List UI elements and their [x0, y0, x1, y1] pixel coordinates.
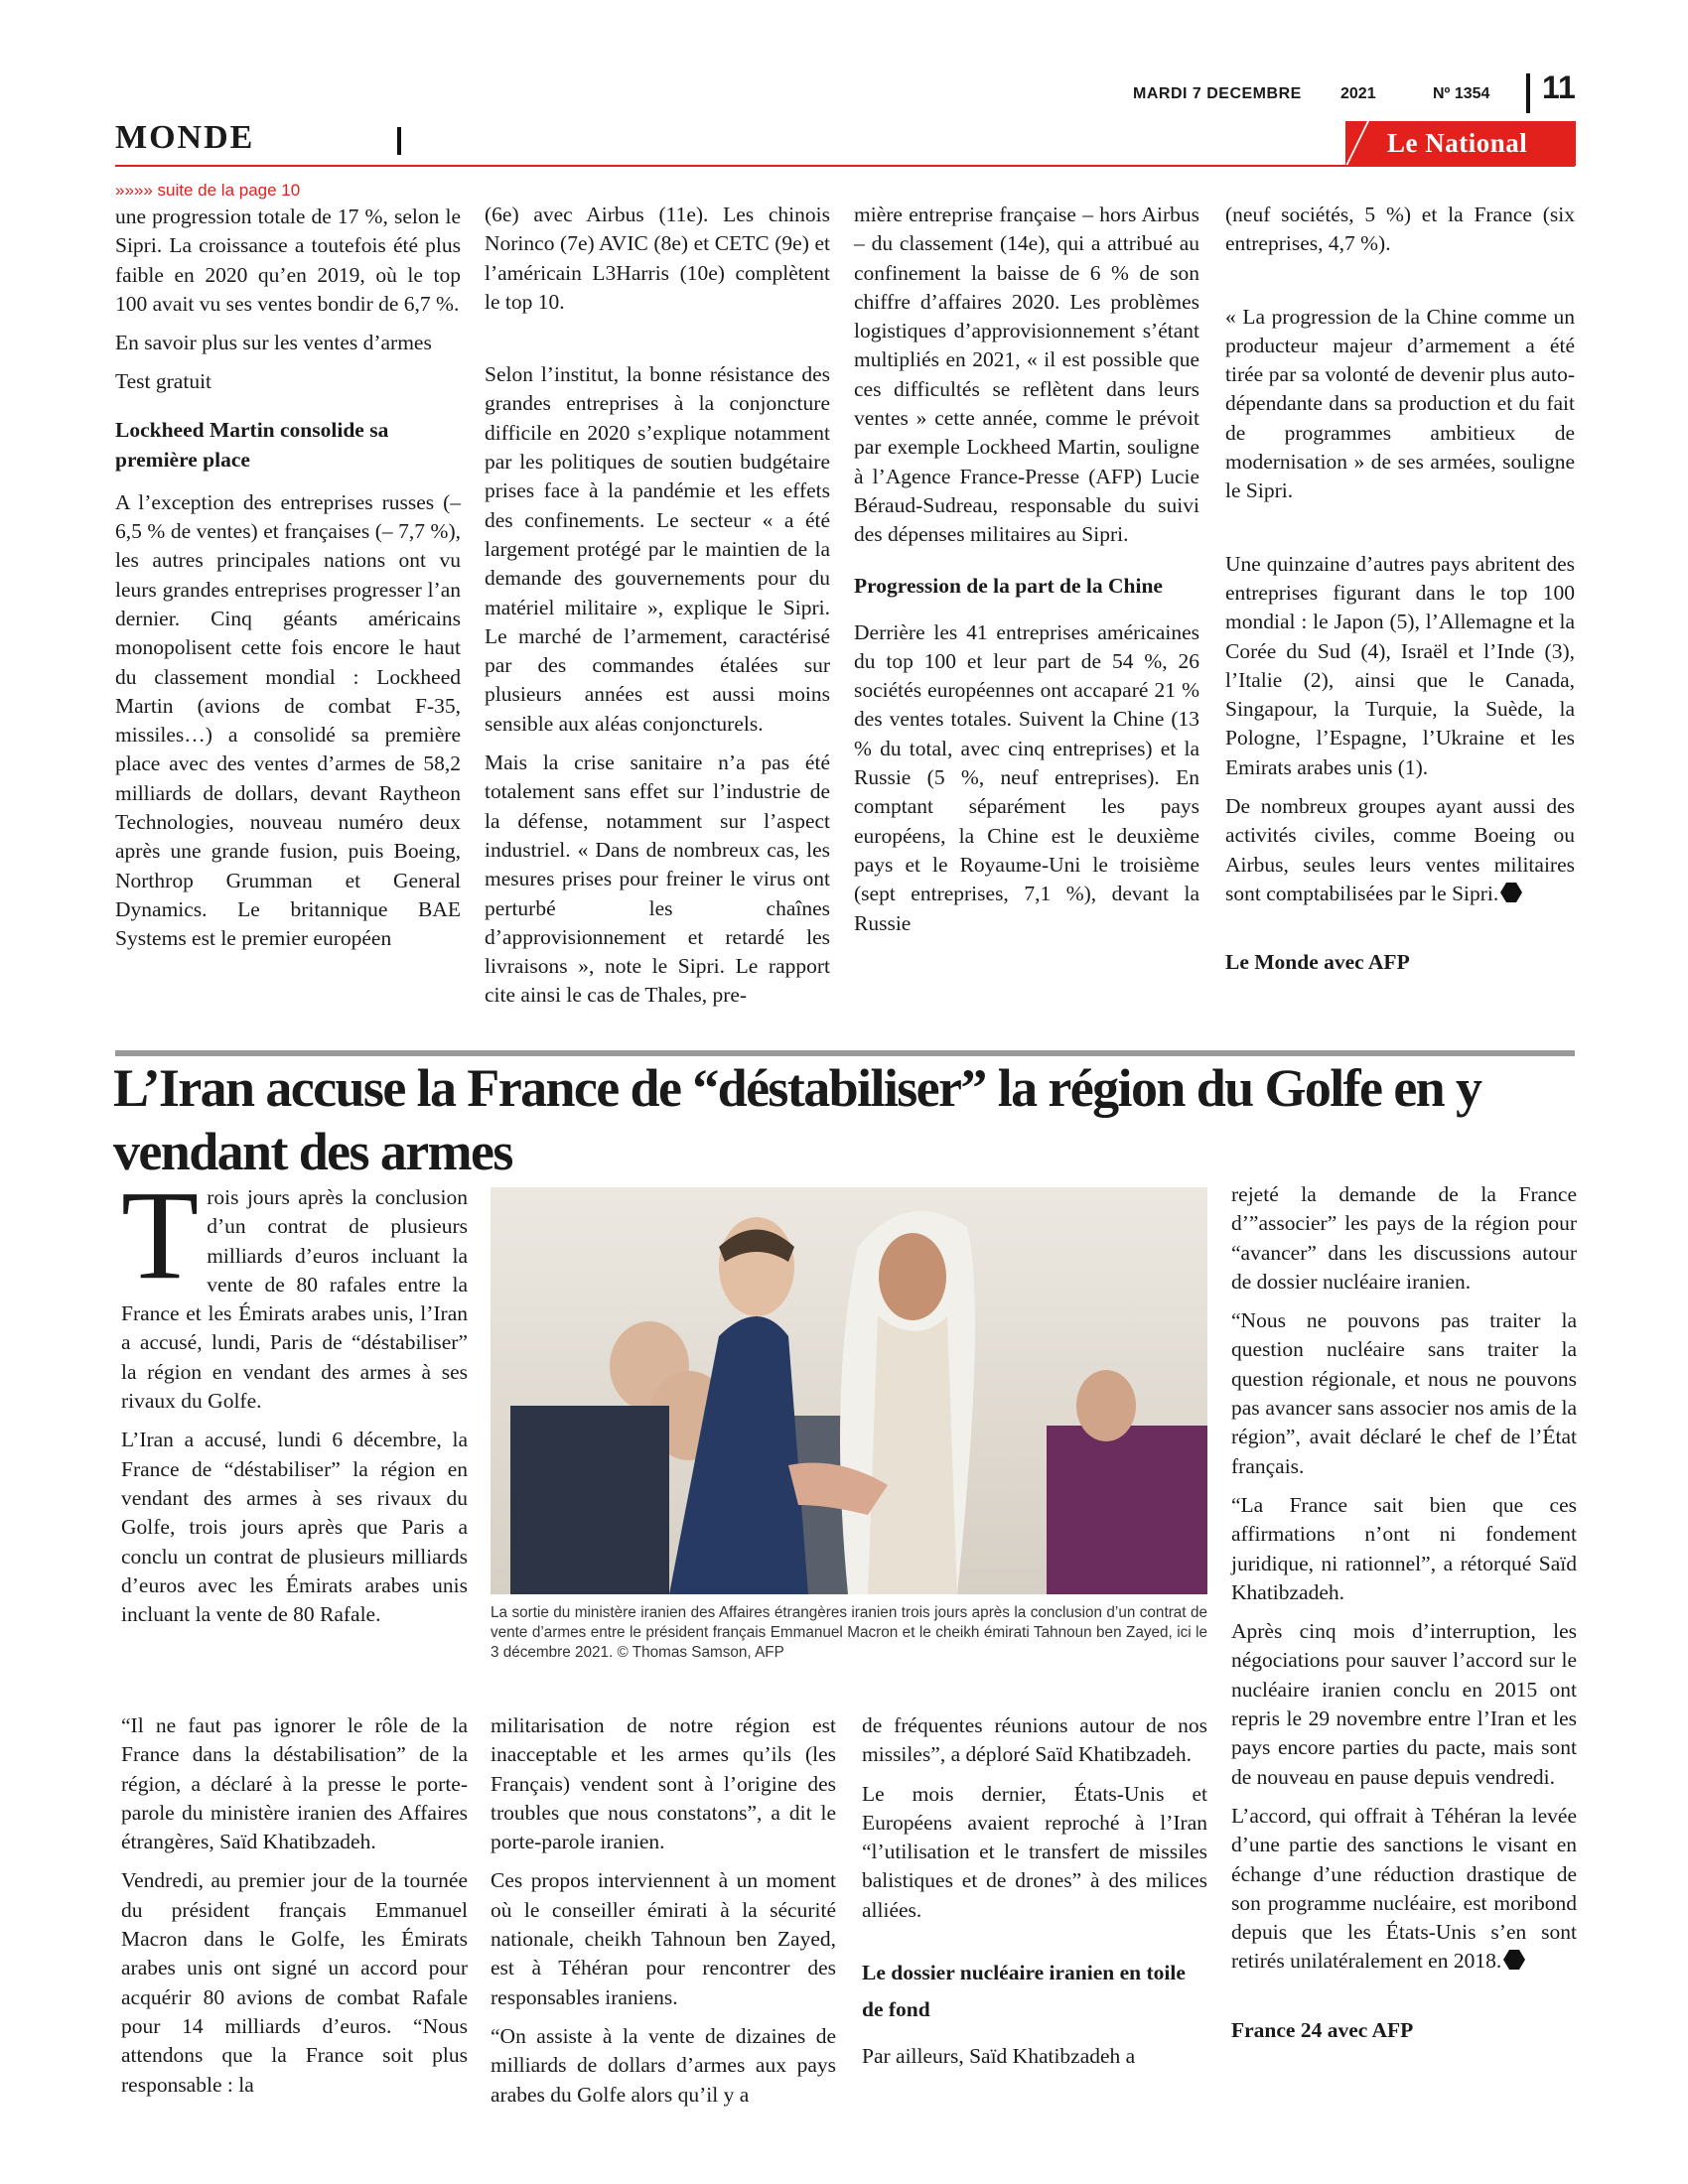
paragraph: de fréquentes réunions autour de nos missiles”, a déploré Saïd Khatibzadeh.	[862, 1713, 1207, 1767]
paragraph: Par ailleurs, Saïd Khatibzadeh a	[862, 2044, 1136, 2069]
paragraph: Derrière les 41 entreprises américaines du top 100 et leur part de 54 %, 26 sociétés européennes ont accaparé 21 % des ventes totales. Suivent la Chine (13 % du total, avec cinq entreprises) et la Russie (5 %, neuf entreprises). En comptant séparément les pays européens, la Chine est le deuxième pays et le Royaume-Uni le troisième (sept entreprises, 7,1 %), devant la Russie	[854, 619, 1199, 935]
article1-column-1	[115, 203, 461, 964]
continued-from-label: »»»» suite de la page 10	[115, 181, 301, 200]
paragraph: “La France sait bien que ces affirmations n’ont ni fondement juridique, ni rationnel”, a rétorqué Saïd Khatibzadeh.	[1231, 1492, 1577, 1604]
subheading: Progression de la part de la Chine	[854, 573, 1163, 598]
photo-caption: La sortie du ministère iranien des Affaires étrangères iranien trois jours après la conclusion d’un contrat de vente d’armes entre le président français Emmanuel Macron et le cheikh émirati Tahnoun ben Zayed, ici le 3 décembre 2021. © Thomas Samson, AFP	[491, 1604, 1207, 1661]
paragraph: « La progression de la Chine comme un producteur majeur d’armement a été tirée par sa volonté de devenir plus auto-dépendante dans sa production et du fait de programmes ambitieux de modernisation » de ses armées, souligne le Sipri.	[1225, 304, 1575, 503]
paragraph: Trois jours après la conclusion d’un contrat de plusieurs milliards d’euros incluant la vente de 80 rafales entre la France et les Émirats arabes unis, l’Iran a accusé, lundi, Paris de “déstabiliser” la région en vendant des armes à ses rivaux du Golfe.	[121, 1164, 468, 1414]
paragraph: Une quinzaine d’autres pays abritent des entreprises figurant dans le top 100 mondial : le Japon (5), l’Allemagne et la Corée du Sud (4), Israël et l’Inde (3), l’Italie (2), ainsi que le Canada, Singapour, la Turquie, la Suède, la Pologne, l’Espagne, l’Ukraine et les Emirats arabes unis (1).	[1225, 551, 1575, 779]
article2-column-1b	[121, 1711, 468, 2110]
paragraph: Ces propos interviennent à un moment où le conseiller émirati à la sécurité nationale, cheikh Tahnoun ben Zayed, est à Téhéran pour rencontrer des responsables iraniens.	[491, 1868, 836, 2009]
paragraph: L’accord, qui offrait à Téhéran la levée d’une partie des sanctions le visant en échange d’une réduction drastique de son programme nucléaire, est moribond depuis que les États-Unis s’en sont retirés unilatéralement en 2018.	[1231, 1803, 1577, 1974]
brand-name: Le National	[1387, 128, 1528, 158]
article-end-icon	[1503, 1950, 1525, 1970]
article2-headline: L’Iran accuse la France de “déstabiliser” la région du Golfe en y vendant des armes	[113, 1058, 1481, 1181]
paragraph: A l’exception des entreprises russes (– 6,5 % de ventes) et françaises (– 7,7 %), les autres principales nations ont vu leurs grandes entreprises progresser l’an dernier. Cinq géants américains monopolisent cette fois encore le haut du classement mondial : Lockheed Martin (avions de combat F-35, missiles…) a consolidé sa première place avec des ventes d’armes de 58,2 milliards de dollars, devant Raytheon Technologies, nouveau numéro deux après une grande fusion, puis Boeing, Northrop Grumman et General Dynamics. Le britannique BAE Systems est le premier européen	[115, 489, 461, 951]
article1-column-2	[485, 201, 830, 1021]
issue-date: MARDI 7 DECEMBRE	[1133, 85, 1302, 102]
subheading: Lockheed Martin consolide sa première place	[115, 417, 389, 472]
paragraph: De nombreux groupes ayant aussi des activités civiles, comme Boeing ou Airbus, seules leurs ventes militaires sont comptabilisées par le Sipri.	[1225, 794, 1575, 905]
issue-number: Nº 1354	[1433, 85, 1490, 102]
paragraph: Test gratuit	[115, 369, 212, 394]
news-photo	[491, 1187, 1207, 1594]
brand-banner	[1345, 121, 1576, 166]
paragraph: Le mois dernier, États-Unis et Européens avaient reproché à l’Iran “l’utilisation et le transfert de missiles balistiques et de drones” à des milices alliées.	[862, 1781, 1207, 1922]
paragraph: Mais la crise sanitaire n’a pas été totalement sans effet sur l’industrie de la défense, notamment sur l’aspect industriel. « Dans de nombreux cas, les mesures prises pour freiner le virus ont perturbé les chaînes d’approvisionnement et retardé les livraisons », note le Sipri. Le rapport cite ainsi le cas de Thales, pre-	[485, 751, 830, 1008]
header-rule	[115, 165, 1575, 167]
article2-column-3	[862, 1711, 1207, 2081]
paragraph: “On assiste à la vente de dizaines de milliards de dollars d’armes aux pays arabes du Golfe alors qu’il y a	[491, 2023, 836, 2107]
article2-column-1	[121, 1164, 468, 1639]
drop-cap: T	[121, 1164, 200, 1305]
page-number: 11	[1542, 69, 1576, 105]
paragraph: mière entreprise française – hors Airbus – du classement (14e), qui a attribué au confinement la baisse de 6 % de son chiffre d’affaires 2020. Les problèmes logistiques d’approvisionnement s’étant multipliés en 2021, « il est possible que ces difficultés se reflètent dans leurs ventes » cette année, comme le prévoit par exemple Lockheed Martin, souligne à l’Agence France-Presse (AFP) Lucie Béraud-Sudreau, responsable du suivi des dépenses militaires au Sipri.	[854, 203, 1199, 547]
paragraph: “Il ne faut pas ignorer le rôle de la France dans la déstabilisation” de la région, a déclaré à la presse le porte-parole du ministère iranien des Affaires étrangères, Saïd Khatibzadeh.	[121, 1713, 468, 1854]
section-title: MONDE	[115, 119, 255, 156]
issue-year: 2021	[1340, 85, 1376, 102]
header-divider	[1526, 73, 1530, 113]
article2-column-4	[1231, 1180, 1577, 2055]
paragraph: (6e) avec Airbus (11e). Les chinois Norinco (7e) AVIC (8e) et CETC (9e) et l’américain L3Harris (10e) complètent le top 10.	[485, 203, 830, 314]
article2-column-2	[491, 1711, 836, 2119]
article1-column-3	[854, 201, 1199, 948]
subheading: Le dossier nucléaire iranien en toile de fond	[862, 1961, 1186, 2022]
paragraph: L’Iran a accusé, lundi 6 décembre, la France de “déstabiliser” la région en vendant des armes à ses rivaux du Golfe, trois jours après que Paris a conclu un contrat de plusieurs milliards d’euros avec les Émirats arabes unis incluant la vente de 80 Rafale.	[121, 1428, 468, 1627]
paragraph: Après cinq mois d’interruption, les négociations pour sauver l’accord sur le nucléaire iranien conclu en 2015 ont repris le 29 novembre entre l’Iran et les pays encore parties du pacte, mais sont de nouveau en pause depuis vendredi.	[1231, 1619, 1577, 1789]
paragraph: En savoir plus sur les ventes d’armes	[115, 331, 432, 355]
article1-signature: Le Monde avec AFP	[1225, 950, 1410, 975]
article2-signature: France 24 avec AFP	[1231, 2017, 1414, 2042]
paragraph: rejeté la demande de la France d’”associer” les pays de la région pour “avancer” dans les discussions autour de dossier nucléaire iranien.	[1231, 1182, 1577, 1294]
paragraph: Selon l’institut, la bonne résistance des grandes entreprises à la conjoncture difficile en 2020 s’explique notamment par les politiques de soutien budgétaire prises face à la pandémie et les effets des confinements. Le secteur « a été largement protégé par le maintien de la demande des gouvernements pour du matériel militaire », explique le Sipri. Le marché de l’armement, caractérisé par des commandes étalées sur plusieurs années est aussi moins sensible aux aléas conjoncturels.	[485, 362, 830, 736]
paragraph: militarisation de notre région est inacceptable et les armes qu’ils (les Français) vendent sont à l’origine des troubles que nous constatons”, a dit le porte-parole iranien.	[491, 1713, 836, 1854]
paragraph: une progression totale de 17 %, selon le Sipri. La croissance a toutefois été plus faible en 2020 qu’en 2019, où le top 100 avait vu ses ventes bondir de 6,7 %.	[115, 205, 461, 316]
paragraph: “Nous ne pouvons pas traiter la question nucléaire sans traiter la question régionale, et nous ne pouvons pas avancer sans associer nos amis de la région”, avait déclaré le chef de l’État français.	[1231, 1308, 1577, 1478]
article-end-icon	[1500, 883, 1522, 902]
section-bar	[397, 127, 401, 155]
article1-column-4	[1225, 201, 1575, 988]
paragraph: (neuf sociétés, 5 %) et la France (six entreprises, 4,7 %).	[1225, 203, 1575, 256]
paragraph: Vendredi, au premier jour de la tournée du président français Emmanuel Macron dans le Golfe, les Émirats arabes unis ont signé un accord pour acquérir 80 avions de combat Rafale pour 14 milliards d’euros. “Nous attendons que la France soit plus responsable : la	[121, 1868, 468, 2097]
